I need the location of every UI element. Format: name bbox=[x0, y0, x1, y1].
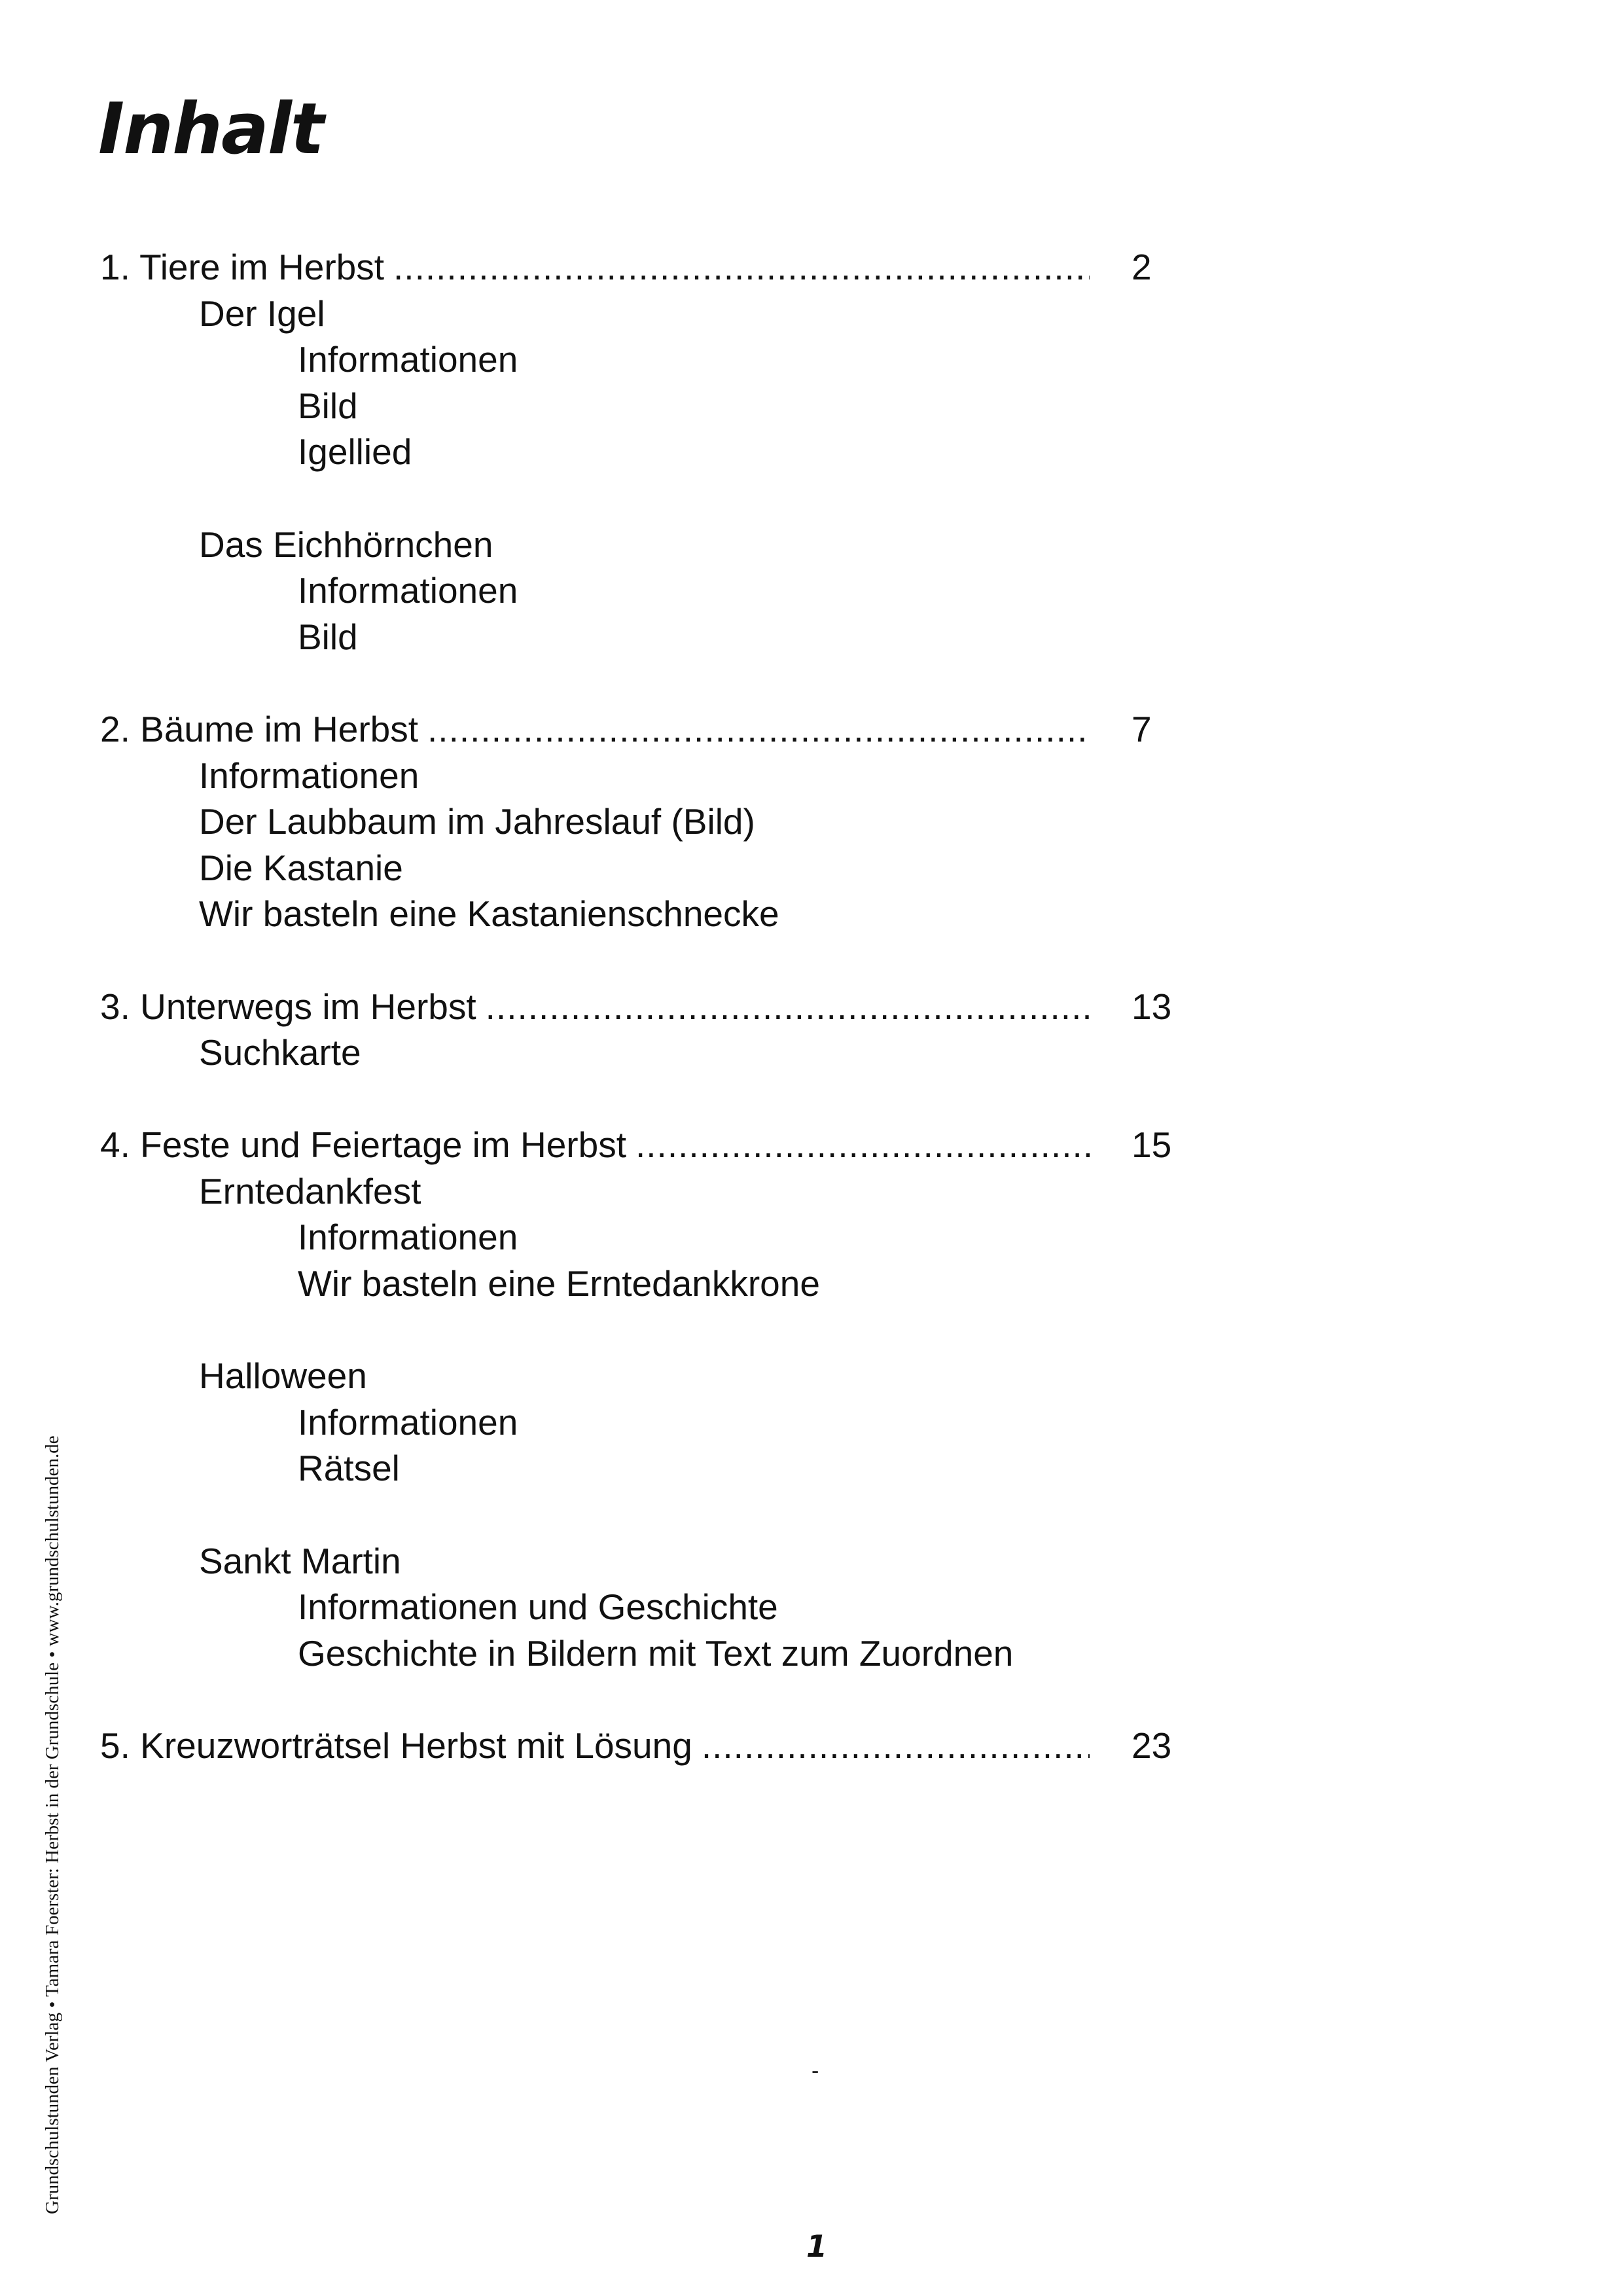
toc-item: Informationen bbox=[298, 570, 518, 611]
toc-item: Der Laubbaum im Jahreslauf (Bild) bbox=[199, 801, 755, 842]
toc-section-1 bbox=[100, 244, 1173, 291]
section-page: 13 bbox=[1132, 986, 1172, 1027]
dot-leader bbox=[486, 984, 1090, 1030]
toc-item: Wir basteln eine Erntedankkrone bbox=[298, 1263, 820, 1304]
toc-item: Sankt Martin bbox=[199, 1540, 401, 1581]
section-title: 4. Feste und Feiertage im Herbst bbox=[100, 1124, 626, 1166]
toc-item: Bild bbox=[298, 385, 358, 426]
toc-item: Wir basteln eine Kastanienschnecke bbox=[199, 893, 779, 935]
section-title: 2. Bäume im Herbst bbox=[100, 708, 419, 749]
toc-section-2 bbox=[100, 706, 1173, 753]
footer-dash: - bbox=[812, 2058, 819, 2083]
toc-item: Das Eichhörnchen bbox=[199, 524, 493, 565]
dot-leader bbox=[393, 244, 1090, 291]
dot-leader bbox=[702, 1723, 1090, 1769]
toc-item: Informationen bbox=[298, 339, 518, 380]
toc-item: Igellied bbox=[298, 431, 412, 473]
toc-item: Informationen bbox=[298, 1401, 518, 1443]
toc-item: Der Igel bbox=[199, 293, 325, 334]
section-page: 23 bbox=[1132, 1725, 1172, 1766]
toc-item: Halloween bbox=[199, 1355, 367, 1397]
publisher-side-note: Grundschulstunden Verlag • Tamara Foerster: Herbst in der Grundschule • www.grundschulstunden.de bbox=[42, 1435, 63, 2214]
toc-section-3 bbox=[100, 984, 1173, 1030]
toc-item: Informationen bbox=[199, 755, 419, 796]
dot-leader bbox=[427, 706, 1090, 753]
page-number: 1 bbox=[806, 2229, 828, 2264]
toc-item: Informationen und Geschichte bbox=[298, 1587, 778, 1628]
table-of-contents bbox=[100, 244, 1173, 1769]
section-page: 15 bbox=[1132, 1124, 1172, 1166]
page-title: Inhalt bbox=[98, 88, 323, 170]
toc-section-4 bbox=[100, 1122, 1173, 1168]
toc-item: Rätsel bbox=[298, 1448, 400, 1489]
toc-item: Suchkarte bbox=[199, 1032, 361, 1073]
section-title: 1. Tiere im Herbst bbox=[100, 247, 385, 287]
section-title: 3. Unterwegs im Herbst bbox=[100, 986, 476, 1027]
section-page: 2 bbox=[1132, 247, 1152, 287]
section-title: 5. Kreuzworträtsel Herbst mit Lösung bbox=[100, 1725, 692, 1766]
toc-item: Erntedankfest bbox=[199, 1170, 421, 1211]
toc-section-5 bbox=[100, 1723, 1173, 1769]
toc-item: Geschichte in Bildern mit Text zum Zuordnen bbox=[298, 1632, 1014, 1674]
toc-item: Die Kastanie bbox=[199, 847, 403, 888]
dot-leader bbox=[635, 1122, 1090, 1168]
toc-item: Informationen bbox=[298, 1217, 518, 1258]
toc-item: Bild bbox=[298, 616, 358, 657]
section-page: 7 bbox=[1132, 708, 1152, 749]
